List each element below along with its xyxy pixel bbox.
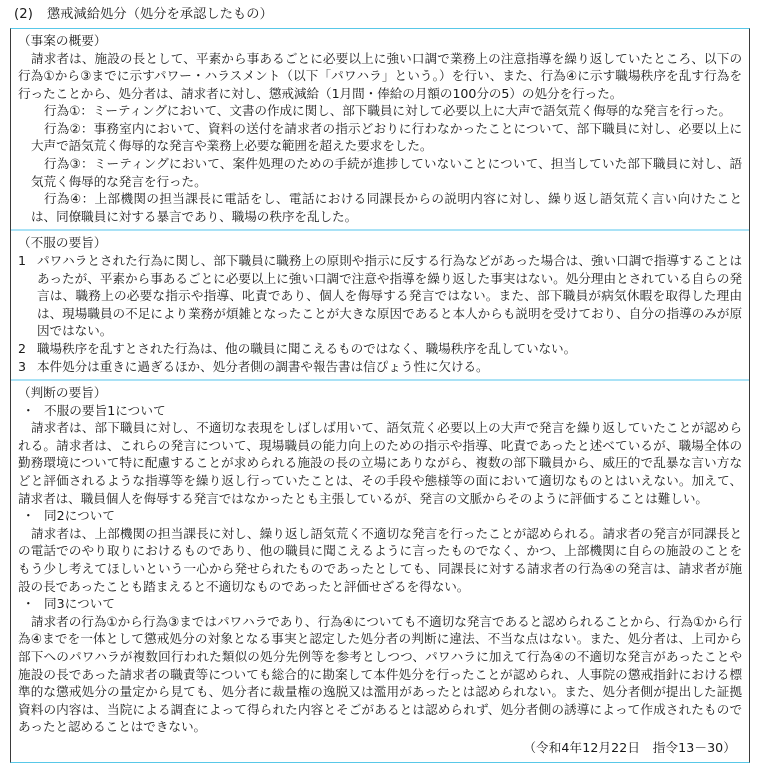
- judgment-point-1-text: 請求者は、部下職員に対し、不適切な表現をしばしば用いて、語気荒く必要以上の大声で発言を繰り返していたことが認められる。請求者は、これらの発言について、現場職員の能力向上のための指示や指導、叱責であったと述べているが、職場全体の勤務環境について特に配慮することが求められる施設の長の立場にありながら、複数の部下職員から、威圧的で乱暴な言い方などと評価されるような指導等を繰り返し行っていたことは、その手段や態様等の面において適切なものとはいえない。加えて、請求者は、職員個人を侮辱する発言ではなかったとも主張しているが、発言の文脈からそのように評価することは難しい。: [18, 420, 742, 506]
- page-title-text: 懲戒減給処分（処分を承認したもの）: [46, 7, 273, 22]
- content-box: [10, 28, 750, 763]
- objection-item-1-marker: 1: [18, 252, 26, 268]
- act-item-3: 行為③：ミーティングにおいて、案件処理のための手続が進捗していないことについて、担当していた部下職員に対し、語気荒く侮辱的な発言を行った。: [31, 156, 742, 189]
- judgment-point-2-text: 請求者は、上部機関の担当課長に対し、繰り返し語気荒く不適切な発言を行ったことが認められる。請求者の発言が同課長との電話でのやり取りにおけるものであり、他の職員に聞こえるように言ったものでなく、かつ、上部機関に自らの施設のことをもう少し考えてほしいという一心から発せられたものであったとしても、同課長に対する請求者の行為④の発言は、請求者が施設の長であったことも踏まえると不適切なものであったと評価せざるを得ない。: [18, 525, 742, 594]
- section-judgment-summary: [11, 379, 749, 762]
- judgment-point-3-text: 請求者の行為①から行為③まではパワハラであり、行為④についても不適切な発言であると認められることから、行為①から行為④までを一体として懲戒処分の対象となる事実と認定した処分者の判断に違法、不当な点はない。また、処分者は、上司から部下へのパワハラが複数回行われた類似の処分先例等を参考としつつ、パワハラに加えて行為④の不適切な発言があったことや施設の長であった請求者の職責等についても総合的に勘案して本件処分を行ったことが認められ、人事院の懲戒指針における標準的な懲戒処分の量定から見ても、処分者に裁量権の逸脱又は濫用があったとは認められない。また、処分者側が提出した証拠資料の内容は、当院による調査によって得られた内容とそごがあるとは認められず、処分者側の誘導によって作成されたものであったと認めることはできない。: [18, 613, 742, 735]
- judgment-point-3-label: 同3について: [44, 596, 116, 612]
- case-summary-intro: 請求者は、施設の長として、平素から事あるごとに必要以上に強い口調で業務上の注意指導を繰り返していたところ、以下の行為①から③までに示すパワー・ハラスメント（以下「パワハラ」という。）を行い、また、行為④に示す職場秩序を乱す行為を行ったことから、処分者は、請求者に対し、懲戒減給（1月間・俸給の月額の100分の5）の処分を行った。: [18, 50, 742, 101]
- bullet-icon: ・: [22, 596, 35, 612]
- bullet-icon: ・: [22, 508, 35, 524]
- objection-item-3-marker: 3: [18, 358, 26, 374]
- section-heading-judgment-summary: （判断の要旨）: [18, 385, 107, 401]
- judgment-point-1-header: [18, 402, 742, 420]
- bullet-icon: ・: [22, 402, 35, 418]
- section-heading-objection-summary: （不服の要旨）: [18, 235, 107, 251]
- section-heading-case-summary: （事案の概要）: [18, 33, 107, 48]
- act-item-1: 行為①：ミーティングにおいて、文書の作成に関し、部下職員に対して必要以上に大声で語気荒く侮辱的な発言を行った。: [44, 103, 732, 119]
- objection-item-2-marker: 2: [18, 340, 26, 356]
- objection-item-2: [18, 340, 742, 358]
- objection-item-3-text: 本件処分は重きに過ぎるほか、処分者側の調書や報告書は信ぴょう性に欠ける。: [37, 358, 489, 374]
- page-title-number: (2): [14, 7, 33, 22]
- objection-item-1-text: パワハラとされた行為に関し、部下職員に職務上の原則や指示に反する行為などがあった場合は、強い口調で指導することはあったが、平素から事あるごとに必要以上に強い口調で注意や指導を繰り返した事実はない。処分理由とされている自らの発言は、職務上の必要な指示や指導、叱責であり、個人を侮辱する発言ではない。また、部下職員が病気休暇を取得した理由は、現場職員の不足により業務が煩雑となったことが大きな原因であると本人からも説明を受けており、自分の指導のみが原因ではない。: [37, 252, 742, 339]
- section-case-summary: [11, 29, 749, 229]
- objection-item-2-text: 職場秩序を乱すとされた行為は、他の職員に聞こえるものではなく、職場秩序を乱していない。: [37, 340, 577, 356]
- act-item-2: 行為②：事務室内において、資料の送付を請求者の指示どおりに行わなかったことについて、部下職員に対し、必要以上に大声で語気荒く侮辱的な発言や業務上必要な範囲を超えた要求をした。: [31, 120, 742, 154]
- page-title: [10, 4, 750, 28]
- objection-item-1: [18, 252, 742, 340]
- act-item-4: 行為④：上部機関の担当課長に電話をし、電話における同課長からの説明内容に対し、繰り返し語気荒く言い向けたことは、同僚職員に対する暴言であり、職場の秩序を乱した。: [31, 191, 742, 224]
- judgment-point-3-header: [18, 595, 742, 613]
- judgment-point-2-label: 同2について: [44, 508, 116, 524]
- judgment-point-2-header: [18, 507, 742, 525]
- section-objection-summary: [11, 229, 749, 379]
- judgment-point-1-label: 不服の要旨1について: [44, 402, 166, 418]
- decision-reference: （令和4年12月22日 指令13－30）: [523, 739, 736, 755]
- objection-item-3: [18, 358, 742, 376]
